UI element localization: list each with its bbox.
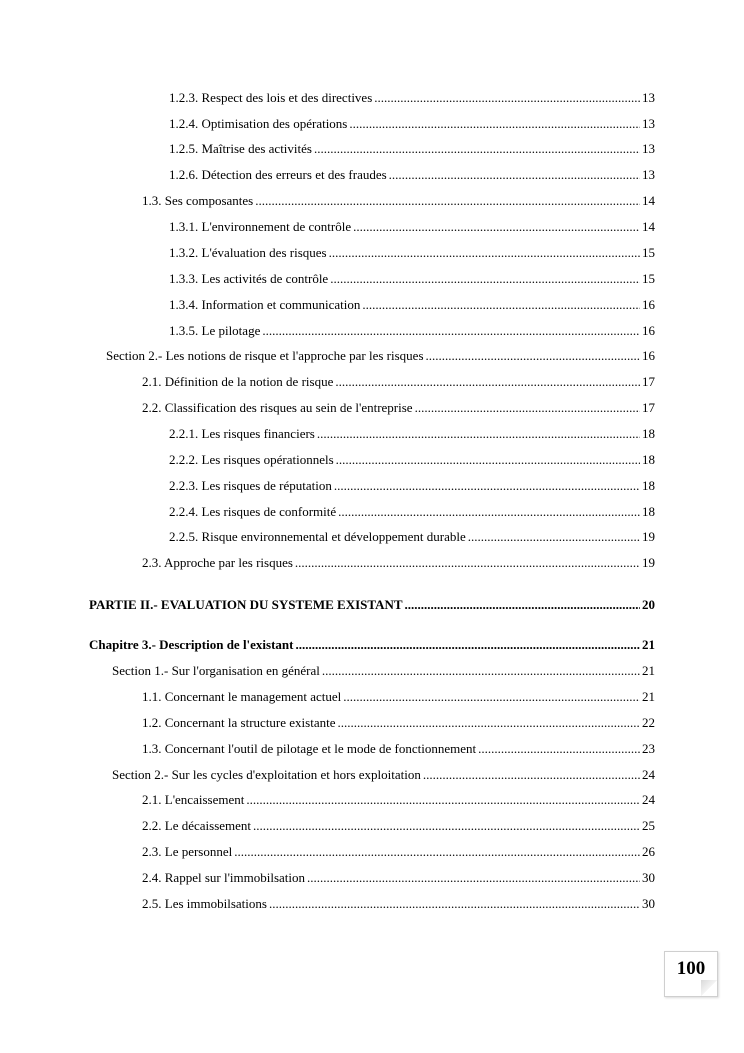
toc-entry [169, 452, 655, 468]
toc-entry [142, 400, 655, 416]
toc-entry-page: 15 [642, 271, 655, 286]
toc-leader-dots [307, 870, 640, 886]
toc-leader-dots [322, 663, 640, 679]
toc-entry-page: 14 [642, 219, 655, 234]
toc-entry-label: Section 2.- Sur les cycles d'exploitation et hors exploitation [112, 767, 421, 782]
toc-leader-dots [338, 715, 641, 731]
toc-entry-page: 22 [642, 715, 655, 730]
toc-entry-label: Section 1.- Sur l'organisation en général [112, 663, 320, 678]
toc-leader-dots [329, 245, 640, 261]
toc-leader-dots [335, 374, 640, 390]
toc-entry [142, 555, 655, 571]
toc-entry-page: 21 [642, 689, 655, 704]
toc-entry-page: 17 [642, 374, 655, 389]
toc-entry-label: PARTIE II.- EVALUATION DU SYSTEME EXISTANT [89, 597, 403, 612]
toc-entry-page: 20 [642, 597, 655, 612]
toc-entry [169, 271, 655, 287]
toc-leader-dots [269, 896, 640, 912]
toc-entry-page: 21 [642, 663, 655, 678]
toc-entry [169, 297, 655, 313]
toc-entry [169, 245, 655, 261]
toc-entry [142, 844, 655, 860]
toc-entry-page: 19 [642, 555, 655, 570]
toc-leader-dots [314, 141, 640, 157]
toc-leader-dots [353, 219, 640, 235]
toc-entry-page: 18 [642, 426, 655, 441]
toc-entry-part [89, 597, 655, 613]
toc-leader-dots [246, 792, 640, 808]
toc-entry [112, 767, 655, 783]
toc-entry-label: 2.2.3. Les risques de réputation [169, 478, 332, 493]
toc-entry-label: 2.2.1. Les risques financiers [169, 426, 315, 441]
toc-entry-label: 2.2.2. Les risques opérationnels [169, 452, 334, 467]
toc-leader-dots [296, 637, 641, 653]
toc-entry-label: 1.3.5. Le pilotage [169, 323, 261, 338]
toc-leader-dots [415, 400, 640, 416]
toc-leader-dots [330, 271, 640, 287]
toc-entry-page: 18 [642, 478, 655, 493]
toc-leader-dots [255, 193, 640, 209]
toc-entry-page: 21 [642, 637, 655, 652]
toc-entry-page: 30 [642, 870, 655, 885]
toc-entry-label: 1.3. Ses composantes [142, 193, 254, 208]
toc-entry-label: 2.2. Le décaissement [142, 818, 252, 833]
toc-entry-page: 18 [642, 504, 655, 519]
toc-entry-page: 13 [642, 141, 655, 156]
toc-entry-label: 2.2. Classification des risques au sein de l'entreprise [142, 400, 413, 415]
toc-entry-page: 16 [642, 348, 655, 363]
toc-leader-dots [234, 844, 640, 860]
toc-entry-page: 14 [642, 193, 655, 208]
toc-leader-dots [295, 555, 640, 571]
toc-entry-page: 30 [642, 896, 655, 911]
toc-entry-label: 1.3.3. Les activités de contrôle [169, 271, 329, 286]
toc-leader-dots [334, 478, 640, 494]
toc-entry [142, 896, 655, 912]
toc-entry-page: 13 [642, 90, 655, 105]
toc-leader-dots [362, 297, 640, 313]
toc-entry [169, 90, 655, 106]
toc-entry [169, 426, 655, 442]
toc-entry [169, 504, 655, 520]
toc-entry-page: 25 [642, 818, 655, 833]
toc-entry-label: 1.2. Concernant la structure existante [142, 715, 336, 730]
toc-entry-page: 16 [642, 323, 655, 338]
toc-entry [142, 792, 655, 808]
toc-leader-dots [389, 167, 640, 183]
toc-entry-page: 23 [642, 741, 655, 756]
toc-entry-page: 24 [642, 767, 655, 782]
toc-leader-dots [262, 323, 640, 339]
toc-entry-label: 2.2.4. Les risques de conformité [169, 504, 337, 519]
toc-entry-page: 26 [642, 844, 655, 859]
toc-entry [169, 219, 655, 235]
toc-leader-dots [426, 348, 640, 364]
toc-leader-dots [343, 689, 640, 705]
toc-entry-label: 1.2.4. Optimisation des opérations [169, 116, 348, 131]
toc-entry [169, 478, 655, 494]
toc-entry [142, 193, 655, 209]
toc-leader-dots [336, 452, 640, 468]
toc-leader-dots [423, 767, 640, 783]
toc-entry [142, 818, 655, 834]
toc-entry [106, 348, 655, 364]
toc-entry-label: 1.2.3. Respect des lois et des directives [169, 90, 373, 105]
toc-entry [169, 141, 655, 157]
toc-entry-label: Chapitre 3.- Description de l'existant [89, 637, 294, 652]
toc-entry-label: Section 2.- Les notions de risque et l'approche par les risques [106, 348, 424, 363]
toc-entry-label: 1.3.4. Information et communication [169, 297, 361, 312]
toc-entry-label: 1.1. Concernant le management actuel [142, 689, 342, 704]
toc-entry [169, 529, 655, 545]
page-curl-icon [701, 980, 717, 996]
toc-entry [142, 741, 655, 757]
toc-leader-dots [405, 597, 640, 613]
toc-entry-label: 2.5. Les immobilsations [142, 896, 267, 911]
toc-leader-dots [253, 818, 640, 834]
toc-leader-dots [349, 116, 640, 132]
page-number: 100 [676, 958, 706, 979]
toc-leader-dots [338, 504, 640, 520]
toc-entry [169, 323, 655, 339]
toc-entry-label: 2.1. L'encaissement [142, 792, 245, 807]
toc-entry-page: 17 [642, 400, 655, 415]
toc-entry-label: 1.2.6. Détection des erreurs et des fraudes [169, 167, 387, 182]
toc-entry-page: 18 [642, 452, 655, 467]
toc-leader-dots [317, 426, 640, 442]
toc-leader-dots [478, 741, 640, 757]
toc-leader-dots [468, 529, 640, 545]
toc-entry-label: 2.1. Définition de la notion de risque [142, 374, 334, 389]
toc-entry [142, 689, 655, 705]
toc-entry-chapter [89, 637, 655, 653]
toc-entry [169, 167, 655, 183]
toc-entry-page: 15 [642, 245, 655, 260]
toc-entry-page: 24 [642, 792, 655, 807]
toc-entry-label: 2.3. Le personnel [142, 844, 233, 859]
toc-entry-label: 1.3.1. L'environnement de contrôle [169, 219, 352, 234]
toc-entry-label: 1.2.5. Maîtrise des activités [169, 141, 312, 156]
page-number-badge [664, 951, 718, 997]
toc-leader-dots [374, 90, 640, 106]
toc-entry-page: 13 [642, 167, 655, 182]
toc-entry [142, 715, 655, 731]
toc-entry-label: 2.2.5. Risque environnemental et développement durable [169, 529, 466, 544]
toc-entry [142, 870, 655, 886]
toc-entry-label: 2.3. Approche par les risques [142, 555, 293, 570]
toc-entry-label: 1.3.2. L'évaluation des risques [169, 245, 327, 260]
toc-entry [112, 663, 655, 679]
toc-entry-label: 1.3. Concernant l'outil de pilotage et le mode de fonctionnement [142, 741, 477, 756]
toc-entry-label: 2.4. Rappel sur l'immobilsation [142, 870, 306, 885]
toc-entry [142, 374, 655, 390]
toc-entry-page: 19 [642, 529, 655, 544]
toc-entry-page: 16 [642, 297, 655, 312]
toc-entry [169, 116, 655, 132]
toc-entry-page: 13 [642, 116, 655, 131]
